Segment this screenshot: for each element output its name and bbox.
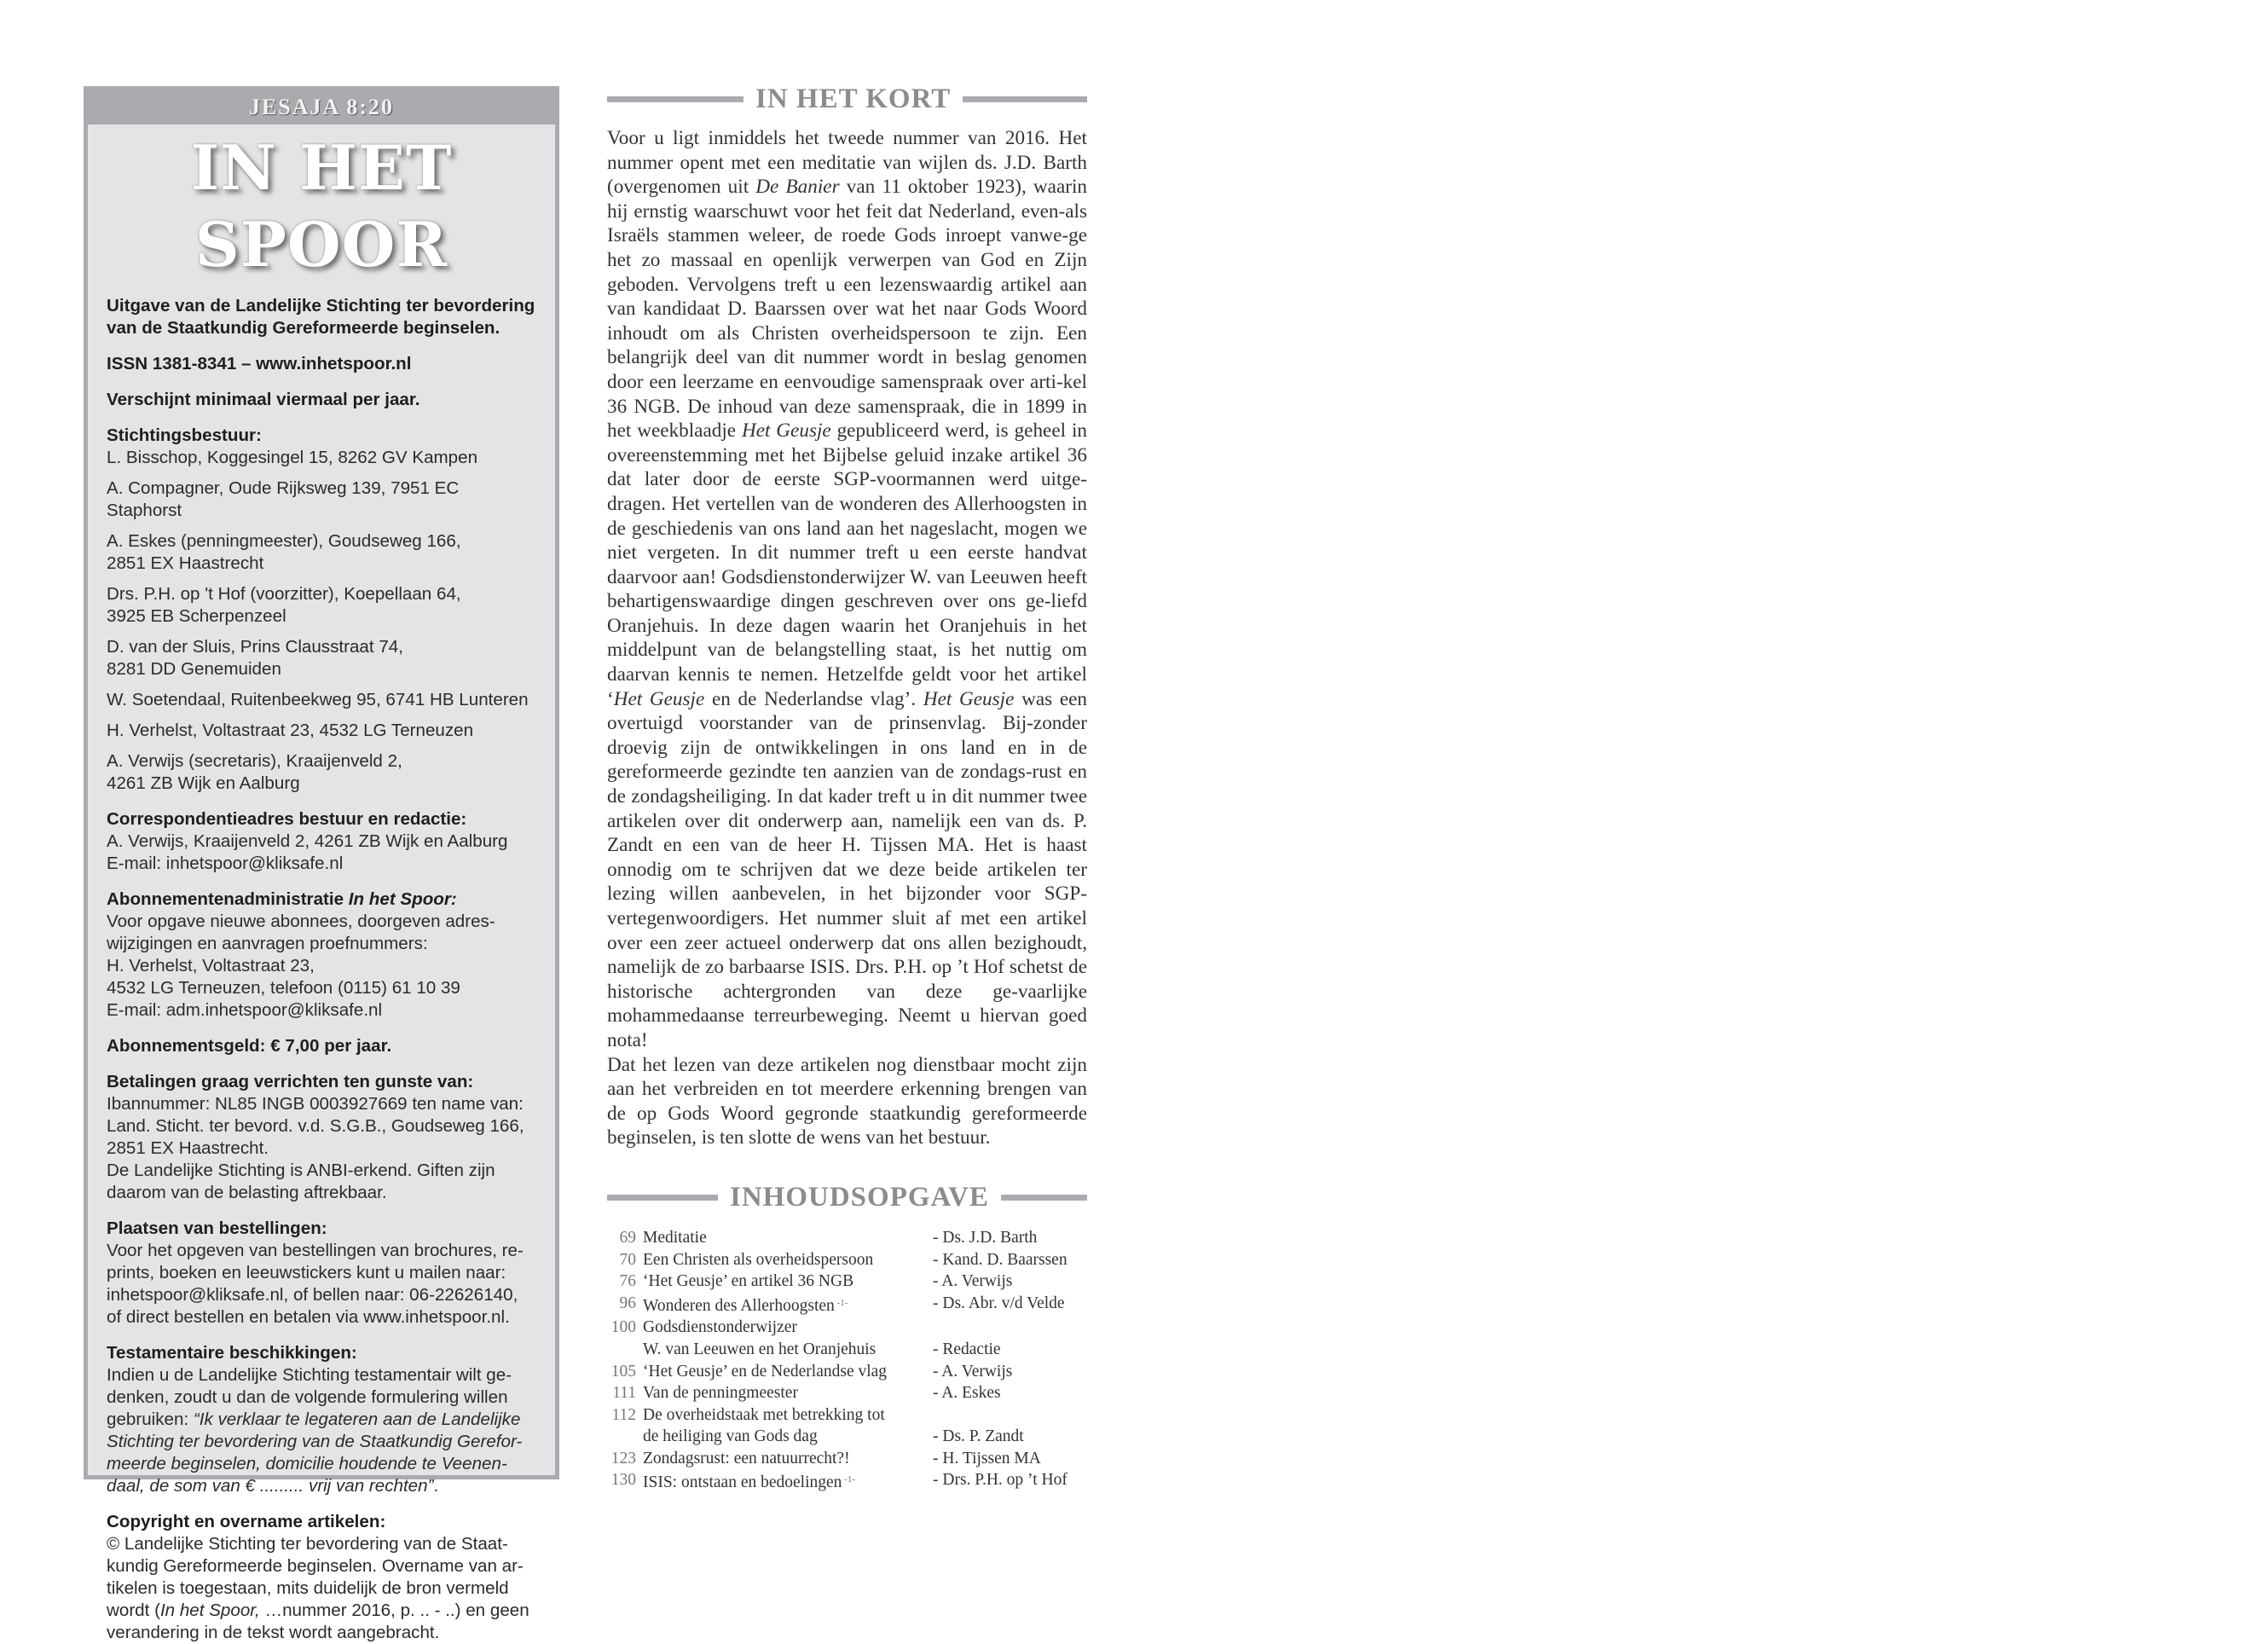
contents-item xyxy=(607,1271,1087,1293)
article-title: ISIS: ontstaan en bedoelingen $^{-1-}$ xyxy=(643,1473,855,1492)
heading-rule xyxy=(963,96,1087,102)
article-title: Wonderen des Allerhoogsten $^{-1-}$ xyxy=(643,1296,848,1315)
page-number: 130 xyxy=(610,1471,636,1490)
payments-section: Betalingen graag verrichten ten gunste van: Ibannummer: NL85 INGB 0003927669 ten name van: Land. Sticht. ter bevord. v.d. S.G.B., Goudseweg 166, 2851 EX Haastrecht. De Landelijke Stichting is ANBI-erkend. Giften zijn daarom van de belasting aftrekbaar. xyxy=(107,1072,524,1202)
in-het-kort-body xyxy=(607,126,1087,1150)
in-het-kort-heading: IN HET KORT xyxy=(607,80,1087,118)
board-member: Drs. P.H. op 't Hof (voorzitter), Koepellaan 64, 3925 EB Scherpenzeel xyxy=(107,584,461,626)
board-member: W. Soetendaal, Ruitenbeekweg 95, 6741 HB Lunteren xyxy=(107,690,529,709)
frequency-line: Verschijnt minimaal viermaal per jaar. xyxy=(107,390,420,409)
article-author: - Drs. P.H. op ’t Hof xyxy=(933,1471,1067,1490)
contents-item xyxy=(607,1448,1087,1470)
page-number: 69 xyxy=(619,1228,636,1247)
article-title: Godsdienstonderwijzer xyxy=(643,1318,797,1337)
board-member: D. van der Sluis, Prins Clausstraat 74, 8281 DD Genemuiden xyxy=(107,637,403,679)
page-number: 112 xyxy=(611,1405,636,1424)
article-title: Zondagsrust: een natuurrecht?! xyxy=(643,1449,850,1467)
article-author: - Ds. P. Zandt xyxy=(933,1427,1024,1446)
contents-item xyxy=(607,1361,1087,1383)
article-author xyxy=(933,1404,1087,1427)
board-member: A. Verwijs (secretaris), Kraaijenveld 2, 4261 ZB Wijk en Aalburg xyxy=(107,751,402,793)
publisher-statement: Uitgave van de Landelijke Stichting ter bevordering van de Staatkundig Gereformeerde beginselen. xyxy=(107,296,535,338)
issn-line: ISSN 1381-8341 – www.inhetspoor.nl xyxy=(107,354,412,373)
page-number: 76 xyxy=(619,1272,636,1291)
contents-item xyxy=(607,1382,1087,1404)
page-number: 111 xyxy=(612,1384,636,1403)
board-member: L. Bisschop, Koggesingel 15, 8262 GV Kampen xyxy=(107,448,478,467)
article-author: - Kand. D. Baarssen xyxy=(933,1250,1067,1269)
contents-item xyxy=(607,1249,1087,1271)
subscriptions-email: E-mail: adm.inhetspoor@kliksafe.nl xyxy=(107,1000,383,1020)
article-author: - H. Tijssen MA xyxy=(933,1449,1041,1467)
contents-item xyxy=(607,1317,1087,1339)
page-number: 100 xyxy=(610,1318,636,1337)
contents-item xyxy=(607,1339,1087,1361)
contents-item xyxy=(607,1404,1087,1427)
contents-list xyxy=(607,1227,1087,1494)
article-author: - A. Verwijs xyxy=(933,1362,1013,1381)
article-author: - A. Eskes xyxy=(933,1384,1001,1403)
correspondence-email: E-mail: inhetspoor@kliksafe.nl xyxy=(107,854,344,873)
board-member: A. Compagner, Oude Rijksweg 139, 7951 EC Staphorst xyxy=(107,478,460,520)
board-heading: Stichtingsbestuur: xyxy=(107,425,262,445)
contents-heading: INHOUDSOPGAVE xyxy=(607,1179,1087,1217)
article-title: ‘Het Geusje’ en de Nederlandse vlag xyxy=(643,1362,888,1381)
testament-section: Testamentaire beschikkingen: Indien u de Landelijke Stichting testamentair wilt ge- denken, zoudt u dan de volgende formulering willen gebruiken: “Ik verklaar te legateren aan de Landelijke Stichting ter bevordering van de Staatkundig Gerefor- meerde beginselen, domicilie houdende te Veenen- daal, de som van € ......... vrij van rechten”. xyxy=(107,1343,523,1496)
article-title: de heiliging van Gods dag xyxy=(643,1427,818,1446)
contents-item xyxy=(607,1227,1087,1249)
article-author: - Ds. Abr. v/d Velde xyxy=(933,1294,1065,1312)
article-title: W. van Leeuwen en het Oranjehuis xyxy=(643,1340,877,1358)
contents-item xyxy=(607,1426,1087,1448)
article-title: ‘Het Geusje’ en artikel 36 NGB xyxy=(643,1272,854,1291)
orders-section: Plaatsen van bestellingen: Voor het opgeven van bestellingen van brochures, re- prints, boeken en leeuwstickers kunt u mailen naar: inhetspoor@kliksafe.nl, of bellen naar: 06-22626140, of direct bestellen en betalen via www.inhetspoor.nl. xyxy=(107,1219,524,1327)
heading-rule xyxy=(607,96,743,102)
board-member: H. Verhelst, Voltastraat 23, 4532 LG Terneuzen xyxy=(107,721,474,740)
colophon-box xyxy=(84,86,559,1642)
heading-rule xyxy=(1001,1195,1087,1201)
main-column xyxy=(607,80,1087,1494)
article-author xyxy=(933,1317,1087,1339)
intro-paragraph: Voor u ligt inmiddels het tweede nummer van 2016. Het nummer opent met een meditatie van wijlen ds. J.D. Barth (overgenomen uit De Banier van 11 oktober 1923), waarin hij ernstig waarschuwt voor het feit dat Nederland, even-als Israëls stammen weleer, de roede Gods inroept vanwe-ge het zo massaal en openlijk verwerpen van God en Zijn geboden. Vervolgens treft u een lezenswaardig artikel aan van kandidaat D. Baarssen over wat het naar Gods Woord inhoudt om als Christen overheidspersoon te zijn. Een belangrijk deel van dit nummer wordt in beslag genomen door een leerzame en eenvoudige samenspraak over arti-kel 36 NGB. De inhoud van deze samenspraak, die in 1899 in het weekblaadje Het Geusje gepubliceerd werd, is geheel in overeenstemming met het Bijbelse geluid inzake artikel 36 dat later door de eerste SGP-voormannen werd uitge-dragen. Het vertellen van de wonderen des Allerhoogsten in de geschiedenis van ons land aan het nageslacht, mogen we niet vergeten. In dit nummer treft u een eerste handvat daarvoor aan! Godsdienstonderwijzer W. van Leeuwen heeft behartigenswaardige dingen geschreven over ons ge-liefd Oranjehuis. In deze dagen waarin het Oranjehuis in het middelpunt van de belangstelling staat, is het nuttig om daarvan kennis te nemen. Hetzelfde geldt voor het artikel ‘Het Geusje en de Nederlandse vlag’. Het Geusje was een overtuigd voorstander van de prinsenvlag. Bij-zonder droevig zijn de ontwikkelingen in ons land en in de gereformeerde gezindte ten aanzien van de zondags-rust en de zondagsheiliging. In dat kader treft u in dit nummer twee artikelen over dit onderwerp aan, namelijk een van ds. P. Zandt en een van de heer H. Tijssen MA. Het is haast onnodig om te schrijven dat we deze beide artikelen ter lezing willen aanbevelen, in het bijzonder voor SGP-vertegenwoordigers. Het nummer sluit af met een artikel over een zeer actueel onderwerp dat ons allen bezighoudt, namelijk de zo barbaarse ISIS. Drs. P.H. op ’t Hof schetst de historische achtergronden van deze ge-vaarlijke mohammedaanse terreurbeweging. Neemt u hiervan goed nota! xyxy=(607,127,1087,1051)
subscriptions-section: Abonnementenadministratie In het Spoor: Voor opgave nieuwe abonnees, doorgeven adres- wijzigingen en aanvragen proefnummers: H. Verhelst, Voltastraat 23, 4532 LG Terneuzen, telefoon (0115) 61 10 39 E-mail: adm.inhetspoor@kliksafe.nl xyxy=(107,889,495,1020)
page-number: 123 xyxy=(610,1449,636,1467)
masthead-title: IN HET SPOOR xyxy=(190,131,453,281)
colophon-content xyxy=(88,283,555,1644)
series-marker: -1- xyxy=(834,1297,848,1308)
page-number: 96 xyxy=(619,1294,636,1312)
article-title: Van de penningmeester xyxy=(643,1384,798,1403)
correspondence-section: Correspondentieadres bestuur en redactie: A. Verwijs, Kraaijenveld 2, 4261 ZB Wijk en Aalburg E-mail: inhetspoor@kliksafe.nl xyxy=(107,809,508,873)
page-number xyxy=(607,1426,643,1448)
board-member: A. Eskes (penningmeester), Goudseweg 166, 2851 EX Haastrecht xyxy=(107,531,461,573)
page-number: 105 xyxy=(610,1362,636,1381)
contents-item xyxy=(607,1469,1087,1494)
scripture-reference: JESAJA 8:20 xyxy=(88,90,555,124)
article-author: - Ds. J.D. Barth xyxy=(933,1228,1038,1247)
article-author: - Redactie xyxy=(933,1340,1001,1358)
article-author: - A. Verwijs xyxy=(933,1272,1013,1291)
series-marker: -1- xyxy=(842,1474,855,1485)
page-number: 70 xyxy=(619,1250,636,1269)
subscription-fee: Abonnementsgeld: € 7,00 per jaar. xyxy=(107,1036,392,1056)
article-title: Een Christen als overheidspersoon xyxy=(643,1250,874,1269)
board-section xyxy=(107,425,536,795)
article-title: De overheidstaak met betrekking tot xyxy=(643,1405,885,1424)
closing-paragraph: Dat het lezen van deze artikelen nog dienstbaar mocht zijn aan het verbreiden en tot meerdere erkenning brengen van de op Gods Woord gegronde staatkundig gereformeerde beginselen, is ten slotte de wens van het bestuur. xyxy=(607,1053,1087,1149)
copyright-section: Copyright en overname artikelen: © Landelijke Stichting ter bevordering van de Staat- kundig Gereformeerde beginselen. Overname van ar- tikelen is toegestaan, mits duidelijk de bron vermeld wordt (In het Spoor, …nummer 2016, p. .. - ..) en geen verandering in de tekst wordt aangebracht. xyxy=(107,1512,529,1642)
heading-rule xyxy=(607,1195,718,1201)
page-number xyxy=(607,1339,643,1361)
article-title: Meditatie xyxy=(643,1228,707,1247)
contents-item xyxy=(607,1293,1087,1317)
